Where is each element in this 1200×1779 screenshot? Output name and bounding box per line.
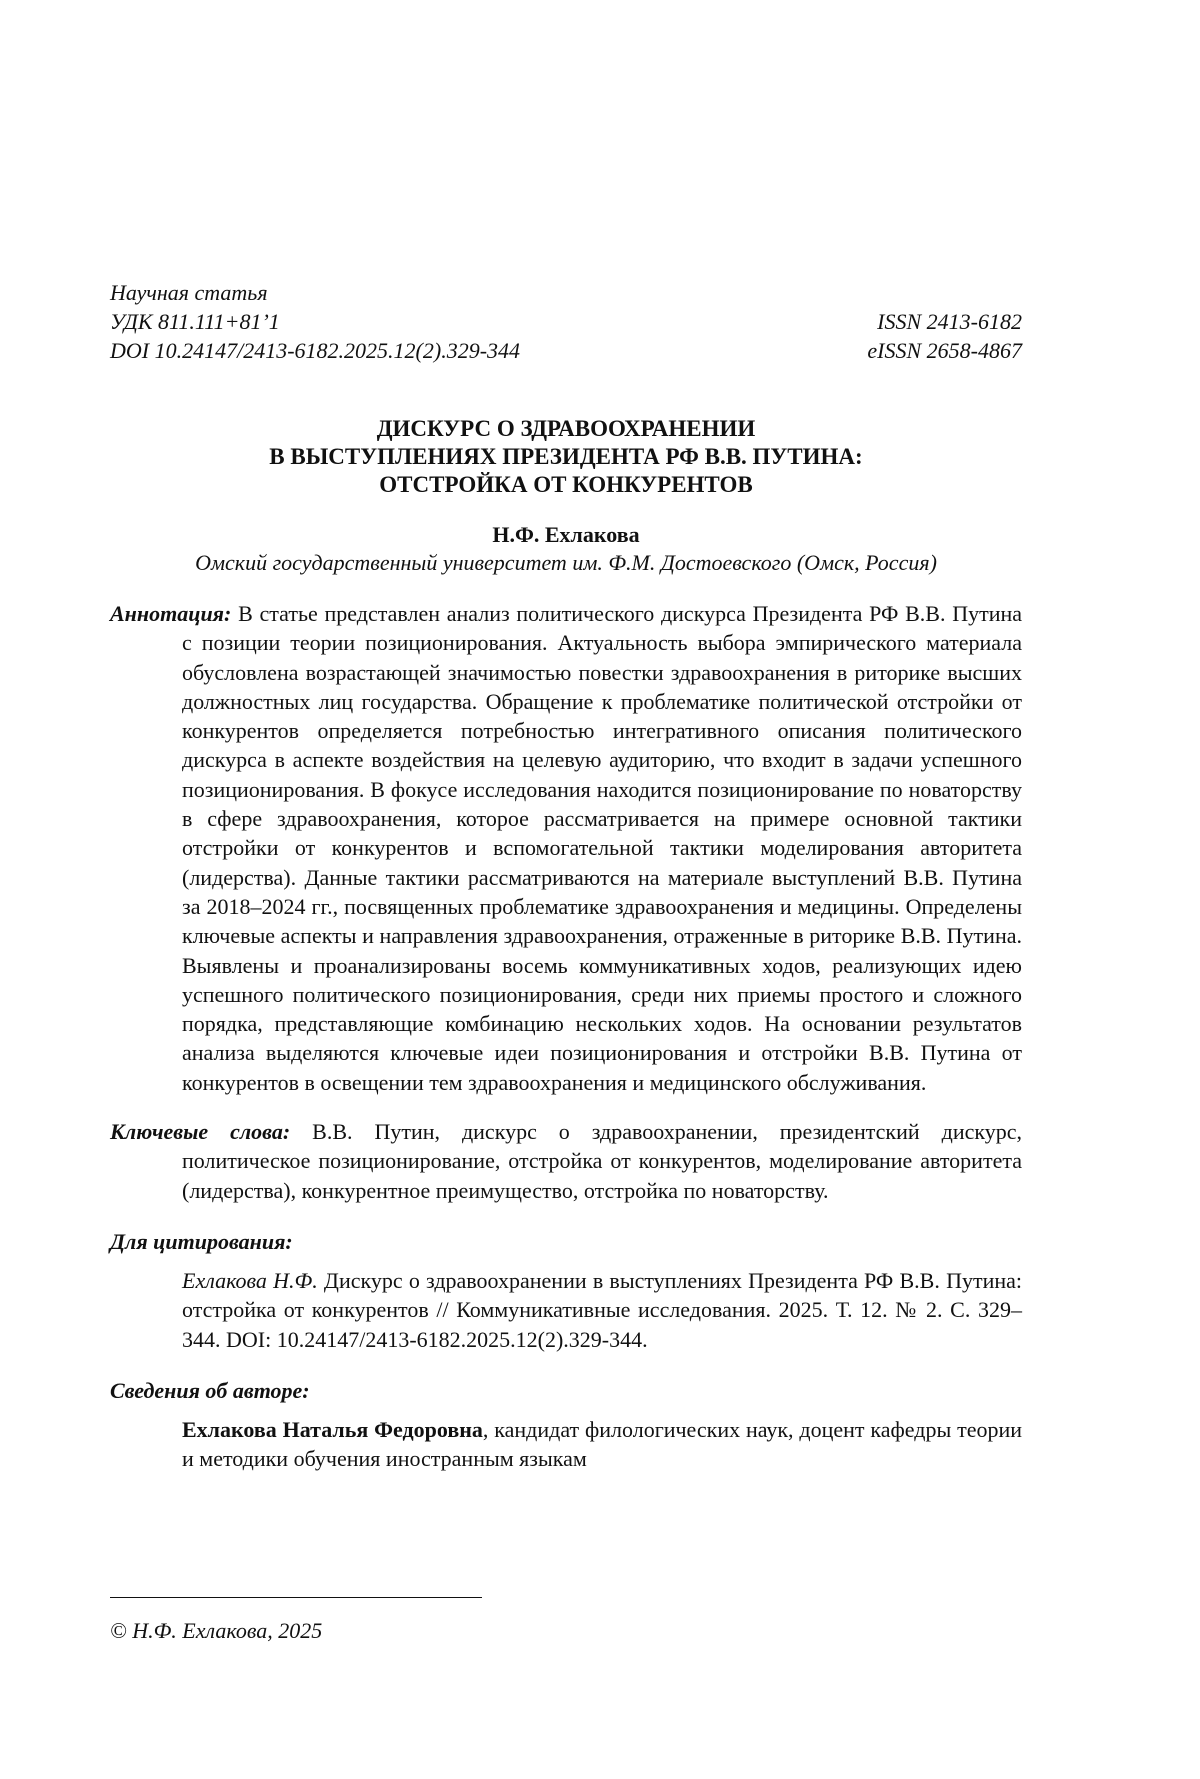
abstract <box>110 599 1022 1097</box>
citation-body: Дискурс о здравоохранении в выступлениях Президента РФ В.В. Путина: отстройка от конкурентов // Коммуникативные исследования. 2025. Т. 12. № 2. С. 329–344. DOI: 10.24147/2413-6182.2025.12(2).329-344. <box>182 1267 1023 1352</box>
keywords <box>110 1117 1022 1205</box>
issn: ISSN 2413-6182 <box>877 309 1022 334</box>
citation-author: Ехлакова Н.Ф. <box>182 1267 318 1293</box>
author-affiliation: Омский государственный университет им. Ф.М. Достоевского (Омск, Россия) <box>195 550 937 575</box>
copyright-notice: © Н.Ф. Ехлакова, 2025 <box>110 1618 323 1643</box>
title-line-1: ДИСКУРС О ЗДРАВООХРАНЕНИИ <box>376 416 756 441</box>
title-line-2: В ВЫСТУПЛЕНИЯХ ПРЕЗИДЕНТА РФ В.В. ПУТИНА: <box>269 444 863 469</box>
doi: DOI 10.24147/2413-6182.2025.12(2).329-344 <box>110 338 521 363</box>
author-info-heading: Сведения об авторе: <box>110 1377 310 1403</box>
author-info-body: , кандидат филологических наук, доцент кафедры теории и методики обучения иностранным языкам <box>182 1416 1023 1472</box>
eissn: eISSN 2658-4867 <box>867 338 1022 363</box>
udc-code: УДК 811.111+81’1 <box>110 309 280 334</box>
article-title <box>110 415 1022 499</box>
footnote-divider <box>110 1597 482 1598</box>
title-line-3: ОТСТРОЙКА ОТ КОНКУРЕНТОВ <box>379 472 753 497</box>
article-metadata <box>110 278 1022 365</box>
citation-heading: Для цитирования: <box>110 1228 293 1254</box>
article-page <box>110 278 1022 1473</box>
meta-row-doi <box>110 336 1022 365</box>
keywords-label: Ключевые слова: <box>110 1119 291 1145</box>
author-info-text <box>182 1415 1022 1474</box>
meta-row-udc <box>110 307 1022 336</box>
author-name: Н.Ф. Ехлакова <box>492 522 640 547</box>
citation-text <box>182 1266 1022 1354</box>
abstract-label: Аннотация: <box>110 601 232 626</box>
abstract-text: В статье представлен анализ политического дискурса Президента РФ В.В. Путина с позиции теории позиционирования. Актуальность выбора эмпирического материала обусловлена возрастающей значимостью повестки здравоохранения в риторике высших должностных лиц государства. Обращение к проблематике политической отстройки от конкурентов определяется потребностью интегративного описания политического дискурса в аспекте воздействия на целевую аудиторию, что входит в задачи успешного позиционирования. В фокусе исследования находится позиционирование по новаторству в сфере здравоохранения, которое рассматривается на примере основной тактики отстройки от конкурентов и вспомогательной тактики моделирования авторитета (лидерства). Данные тактики рассматриваются на материале выступлений В.В. Путина за 2018–2024 гг., посвященных проблематике здравоохранения и медицины. Определены ключевые аспекты и направления здравоохранения, отраженные в риторике В.В. Путина. Выявлены и проанализированы восемь коммуникативных ходов, реализующих идею успешного политического позиционирования, среди них приемы простого и сложного порядка, представляющие комбинацию нескольких ходов. На основании результатов анализа выделяются ключевые идеи позиционирования и отстройки В.В. Путина от конкурентов в освещении тем здравоохранения и медицинского обслуживания. <box>182 601 1023 1095</box>
keywords-text: В.В. Путин, дискурс о здравоохранении, президентский дискурс, политическое позиционирование, отстройка от конкурентов, моделирование авторитета (лидерства), конкурентное преимущество, отстройка по новаторству. <box>182 1119 1022 1203</box>
author-full-name: Ехлакова Наталья Федоровна <box>182 1416 483 1442</box>
article-type: Научная статья <box>110 280 268 305</box>
